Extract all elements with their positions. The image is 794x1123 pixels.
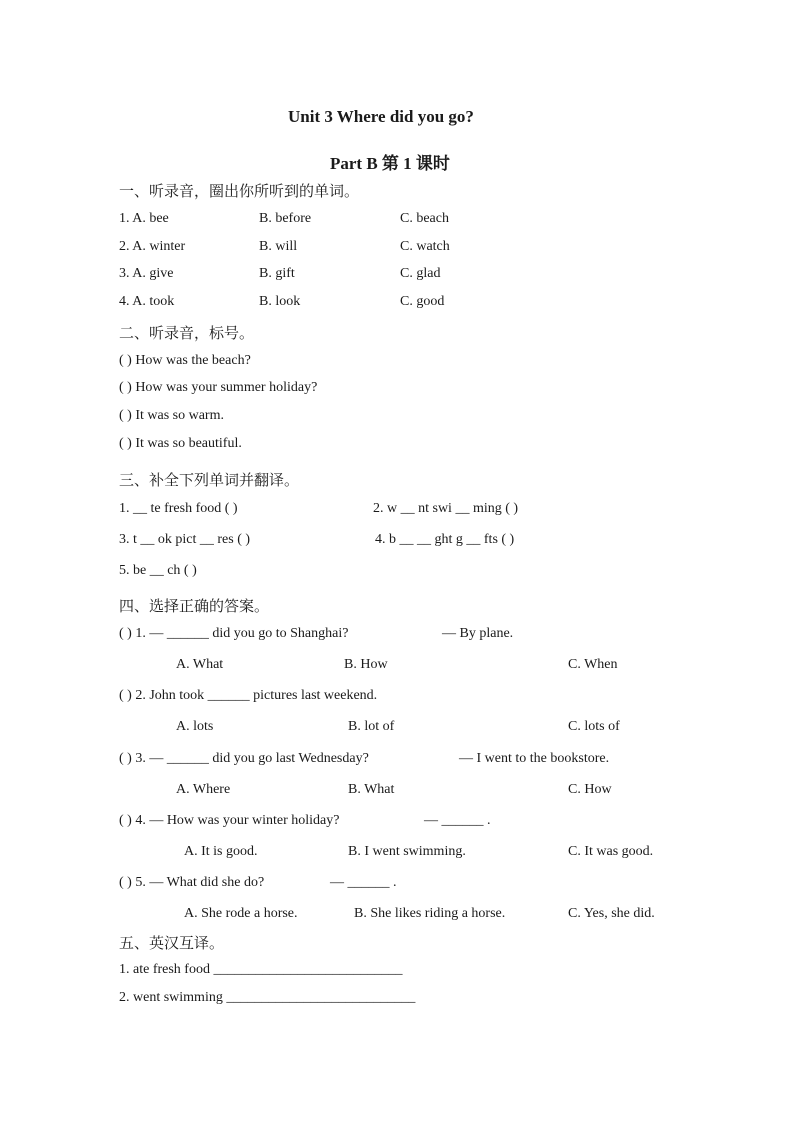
option-a: A. What	[176, 657, 224, 672]
question-text: ( ) 2. John took ______ pictures last weekend.	[119, 688, 378, 703]
list-item: 1. ate fresh food ___________________________	[119, 962, 403, 977]
option-b: B. before	[259, 211, 312, 226]
option-b: B. gift	[259, 266, 295, 281]
option-b: B. look	[259, 294, 301, 309]
page-subtitle: Part B 第 1 课时	[330, 154, 450, 173]
option-a: A. Where	[176, 782, 231, 797]
list-item: 3. t __ ok pict __ res ( )	[119, 532, 251, 547]
list-item: ( ) It was so beautiful.	[119, 436, 242, 451]
option-b: B. I went swimming.	[348, 844, 466, 859]
option-a: 3. A. give	[119, 266, 174, 281]
list-item: ( ) How was the beach?	[119, 353, 251, 368]
page-title: Unit 3 Where did you go?	[288, 107, 474, 126]
question-response: — ______ .	[424, 813, 491, 828]
option-a: A. She rode a horse.	[184, 906, 298, 921]
option-b: B. How	[344, 657, 388, 672]
list-item: 1. __ te fresh food ( )	[119, 501, 238, 516]
section-heading-1: 一、听录音，圈出你所听到的单词。	[119, 184, 360, 200]
list-item: ( ) How was your summer holiday?	[119, 380, 318, 395]
question-response: — I went to the bookstore.	[459, 751, 610, 766]
option-a: 2. A. winter	[119, 239, 186, 254]
section-heading-4: 四、选择正确的答案。	[119, 599, 270, 615]
option-b: B. will	[259, 239, 298, 254]
option-a: 1. A. bee	[119, 211, 169, 226]
list-item: 5. be __ ch ( )	[119, 563, 197, 578]
list-item: 4. b __ __ ght g __ fts ( )	[375, 532, 515, 547]
option-b: B. What	[348, 782, 395, 797]
section-heading-3: 三、补全下列单词并翻译。	[119, 473, 300, 489]
option-c: C. When	[568, 657, 618, 672]
question-response: — ______ .	[330, 875, 397, 890]
list-item: 2. went swimming ___________________________	[119, 990, 416, 1005]
option-c: C. How	[568, 782, 612, 797]
option-a: A. It is good.	[184, 844, 258, 859]
option-b: B. lot of	[348, 719, 395, 734]
option-a: 4. A. took	[119, 294, 175, 309]
option-c: C. watch	[400, 239, 450, 254]
option-b: B. She likes riding a horse.	[354, 906, 506, 921]
option-c: C. Yes, she did.	[568, 906, 655, 921]
list-item: ( ) It was so warm.	[119, 408, 224, 423]
option-c: C. It was good.	[568, 844, 654, 859]
option-c: C. good	[400, 294, 445, 309]
option-c: C. lots of	[568, 719, 620, 734]
option-c: C. glad	[400, 266, 441, 281]
section-heading-2: 二、听录音，标号。	[119, 326, 255, 342]
option-c: C. beach	[400, 211, 449, 226]
question-text: ( ) 1. — ______ did you go to Shanghai?	[119, 626, 349, 641]
section-heading-5: 五、英汉互译。	[119, 936, 225, 952]
question-text: ( ) 5. — What did she do?	[119, 875, 265, 890]
question-text: ( ) 3. — ______ did you go last Wednesday?	[119, 751, 369, 766]
option-a: A. lots	[176, 719, 214, 734]
list-item: 2. w __ nt swi __ ming ( )	[373, 501, 519, 516]
question-response: — By plane.	[442, 626, 514, 641]
question-text: ( ) 4. — How was your winter holiday?	[119, 813, 340, 828]
